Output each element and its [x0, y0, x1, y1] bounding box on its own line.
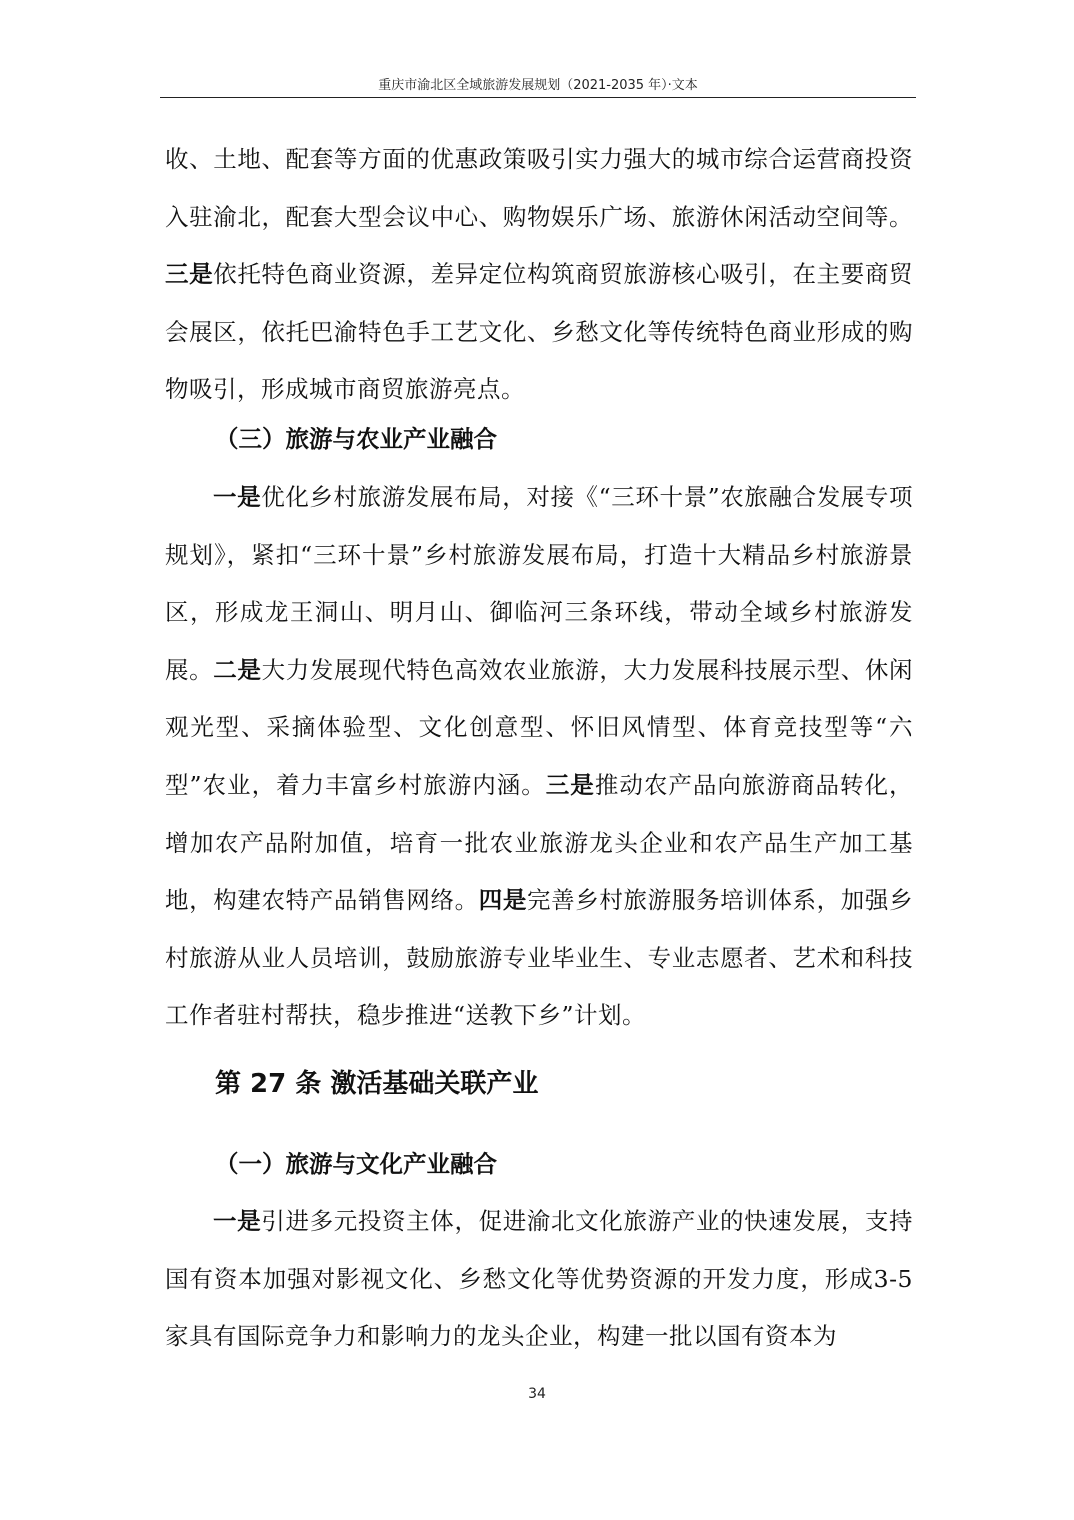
header-divider	[160, 97, 916, 98]
running-header: 重庆市渝北区全域旅游发展规划（2021-2035 年）·文本	[378, 78, 698, 93]
paragraph-text: 完善乡村旅游服务培训体系，加强乡村旅游从业人员培训，鼓励旅游专业毕业生、专业志愿者、艺术和科技工作者驻村帮扶，稳步推进“送教下乡”计划。	[165, 886, 914, 1030]
paragraph-text: 推动农产品向旅游商品转化，增加农产品附加值，培育一批农业旅游龙头企业和农产品生产加工基地，构建农特产品销售网络。	[165, 770, 914, 915]
subheading-culture: （一）旅游与文化产业融合	[215, 1150, 497, 1178]
section-heading: 第 27 条 激活基础关联产业	[215, 1069, 539, 1099]
paragraph-text: 大力发展现代特色高效农业旅游，大力发展科技展示型、休闲观光型、采摘体验型、文化创意型、怀旧风情型、体育竞技型等“六型”农业，着力丰富乡村旅游内涵。	[165, 655, 914, 799]
lead-marker: 三是	[545, 770, 595, 799]
paragraph-commerce	[165, 131, 913, 419]
lead-marker: 二是	[213, 655, 262, 684]
paragraph-text: 优化乡村旅游发展布局，对接《“三环十景”农旅融合发展专项规划》，紧扣“三环十景”乡村旅游发展布局，打造十大精品乡村旅游景区，形成龙王洞山、明月山、御临河三条环线，带动全域乡村旅游发展。	[165, 483, 914, 684]
paragraph-text: 收、土地、配套等方面的优惠政策吸引实力强大的城市综合运营商投资入驻渝北，配套大型会议中心、购物娱乐广场、旅游休闲活动空间等。	[165, 145, 913, 231]
lead-marker: 四是	[478, 886, 528, 915]
page-number: 34	[528, 1386, 546, 1402]
subheading-agriculture: （三）旅游与农业产业融合	[215, 425, 497, 453]
paragraph-text: 依托特色商业资源，差异定位构筑商贸旅游核心吸引，在主要商贸会展区，依托巴渝特色手工艺文化、乡愁文化等传统特色商业形成的购物吸引，形成城市商贸旅游亮点。	[165, 260, 914, 404]
paragraph-agriculture	[165, 469, 913, 1045]
paragraph-text: 引进多元投资主体，促进渝北文化旅游产业的快速发展，支持国有资本加强对影视文化、乡愁文化等优势资源的开发力度，形成3-5 家具有国际竞争力和影响力的龙头企业，构建一批以国有资本为	[165, 1207, 914, 1351]
paragraph-culture	[165, 1193, 913, 1366]
lead-marker: 三是	[165, 260, 214, 289]
lead-marker: 一是	[213, 483, 262, 511]
lead-marker: 一是	[213, 1207, 262, 1235]
